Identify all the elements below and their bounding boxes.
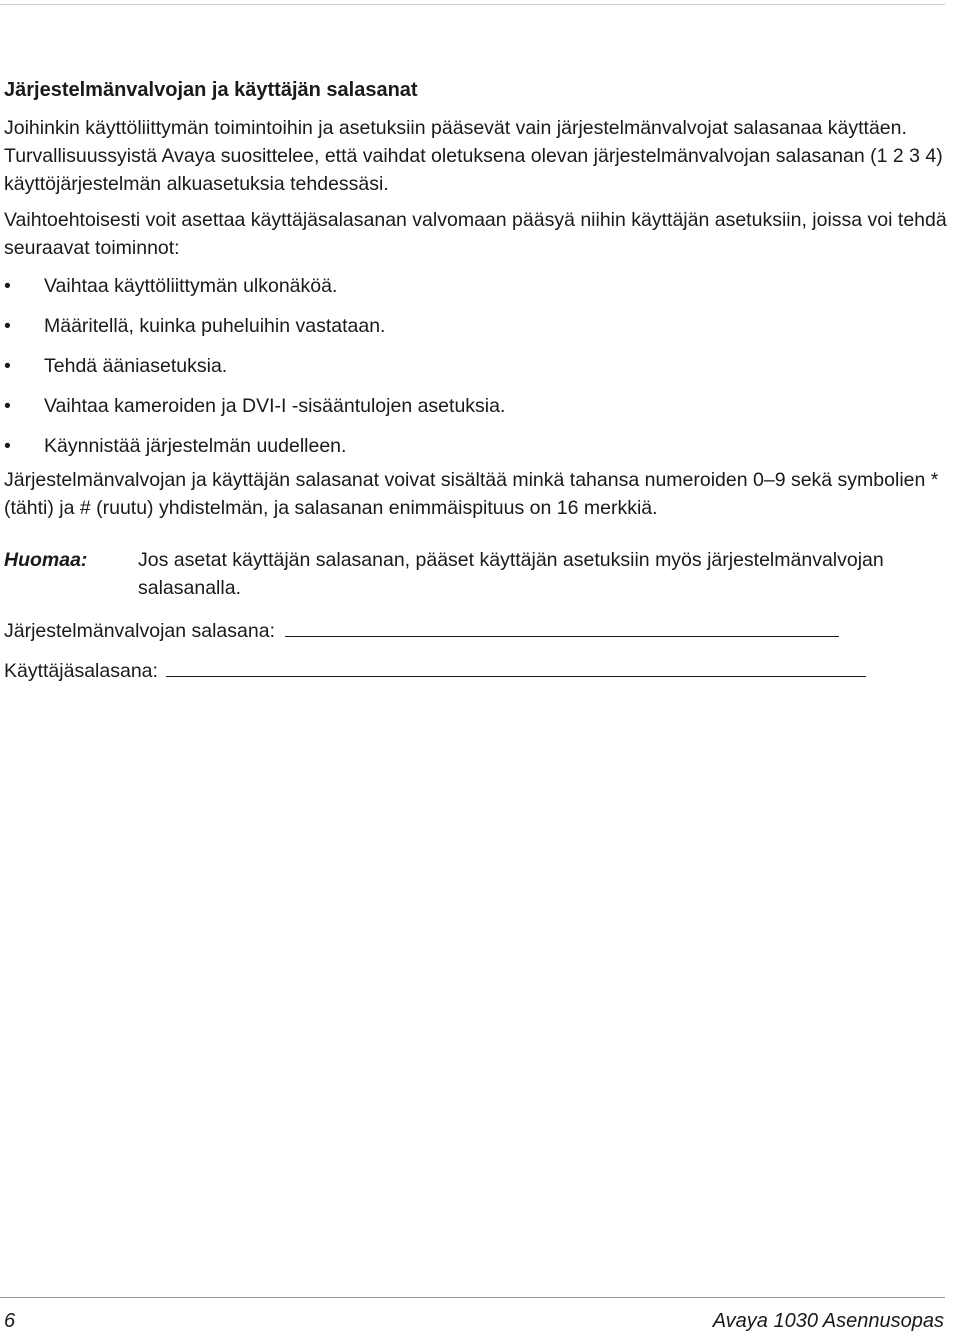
password-format-paragraph: Järjestelmänvalvojan ja käyttäjän salasanat voivat sisältää minkä tahansa numeroiden 0–9 sekä symbolien * (tähti) ja # (ruutu) yhdistelmän, ja salasanan enimmäispituus on 16 merkkiä.	[4, 469, 939, 519]
note-block	[4, 546, 949, 602]
bullet-icon: •	[4, 275, 11, 297]
page-footer	[4, 1310, 944, 1333]
top-rule	[0, 4, 945, 5]
admin-password-row	[4, 614, 949, 654]
bullet-icon: •	[4, 395, 11, 417]
bullet-icon: •	[4, 355, 11, 377]
list-item-text: Tehdä ääniasetuksia.	[44, 355, 228, 377]
document-title: Avaya 1030 Asennusopas	[712, 1310, 944, 1332]
section-title: Järjestelmänvalvojan ja käyttäjän salasanat	[4, 79, 418, 101]
list-item-text: Käynnistää järjestelmän uudelleen.	[44, 435, 347, 457]
user-password-row	[4, 654, 949, 694]
user-password-blank-line	[166, 654, 866, 677]
admin-password-label: Järjestelmänvalvojan salasana:	[4, 620, 275, 642]
note-text: Jos asetat käyttäjän salasanan, pääset käyttäjän asetuksiin myös järjestelmänvalvojan salasanalla.	[138, 549, 884, 599]
list-item-text: Vaihtaa käyttöliittymän ulkonäköä.	[44, 275, 338, 297]
list-item	[4, 312, 949, 352]
footer-rule	[0, 1297, 945, 1298]
user-password-paragraph: Vaihtoehtoisesti voit asettaa käyttäjäsalasanan valvomaan pääsyä niihin käyttäjän asetuksiin, joissa voi tehdä seuraavat toiminnot:	[4, 209, 947, 259]
bullet-icon: •	[4, 435, 11, 457]
page-content	[4, 76, 949, 694]
list-item	[4, 392, 949, 432]
list-item-text: Vaihtaa kameroiden ja DVI-I -sisääntulojen asetuksia.	[44, 395, 506, 417]
user-permissions-list	[4, 272, 949, 468]
list-item-text: Määritellä, kuinka puheluihin vastataan.	[44, 315, 386, 337]
list-item	[4, 272, 949, 312]
list-item	[4, 432, 949, 468]
intro-paragraph: Joihinkin käyttöliittymän toimintoihin ja asetuksiin pääsevät vain järjestelmänvalvojat salasanaa käyttäen. Turvallisuussyistä Avaya suosittelee, että vaihdat oletuksena olevan järjestelmänvalvojan salasanan (1 2 3 4) käyttöjärjestelmän alkuasetuksia tehdessäsi.	[4, 117, 943, 195]
list-item	[4, 352, 949, 392]
bullet-icon: •	[4, 315, 11, 337]
admin-password-blank-line	[285, 614, 839, 637]
note-label: Huomaa:	[4, 549, 88, 571]
user-password-label: Käyttäjäsalasana:	[4, 660, 158, 682]
page-number: 6	[4, 1310, 16, 1332]
